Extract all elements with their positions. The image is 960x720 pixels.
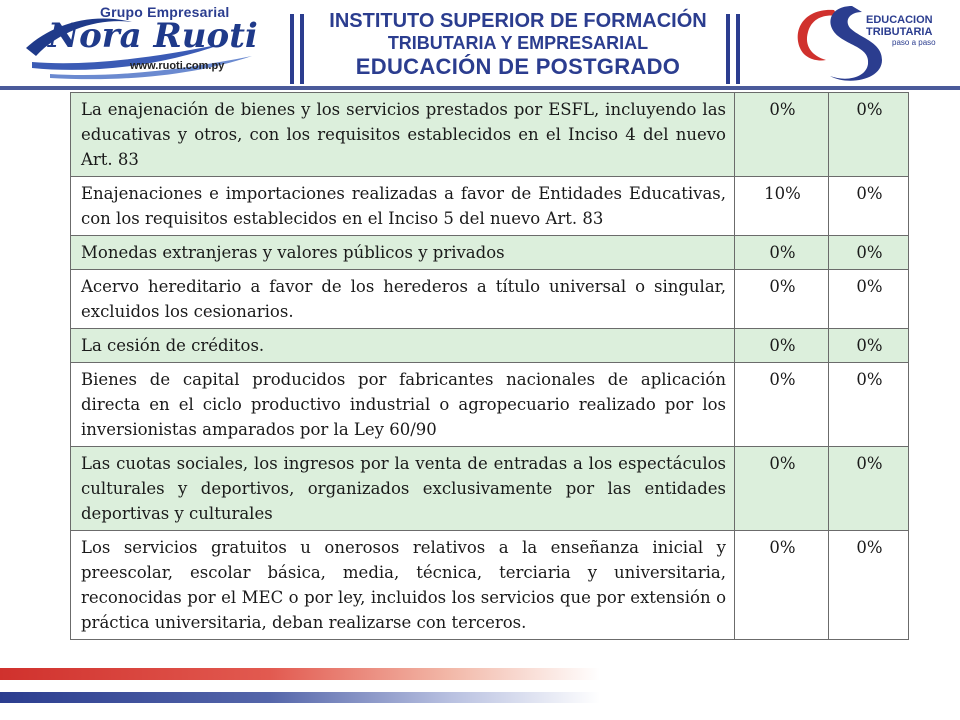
row-rate-2: 0%: [829, 270, 909, 329]
right-logo-tagline: paso a paso: [892, 38, 936, 47]
logo-group-text: Grupo Empresarial: [100, 4, 230, 20]
logo-brand-text: Nora Ruoti: [48, 16, 258, 56]
title-line-3: EDUCACIÓN DE POSTGRADO: [355, 54, 681, 79]
title-line-2: TRIBUTARIA Y EMPRESARIAL: [387, 33, 649, 53]
right-logo-line-1: EDUCACION: [866, 14, 933, 26]
row-description: Monedas extranjeras y valores públicos y privados: [71, 236, 735, 270]
row-description: La enajenación de bienes y los servicios prestados por ESFL, incluyendo las educativas y otros, con los requisitos establecidos en el Inciso 4 del nuevo Art. 83: [71, 93, 735, 177]
row-rate-2: 0%: [829, 329, 909, 363]
institute-title: [312, 10, 724, 80]
slide-header: [0, 0, 960, 90]
right-logo-text: [866, 14, 933, 38]
row-description: Bienes de capital producidos por fabricantes nacionales de aplicación directa en el ciclo productivo industrial o agropecuario realizado por los inversionistas amparados por la Ley 60/90: [71, 363, 735, 447]
table-row: [71, 270, 909, 329]
row-description: Enajenaciones e importaciones realizadas a favor de Entidades Educativas, con los requisitos establecidos en el Inciso 5 del nuevo Art. 83: [71, 177, 735, 236]
row-rate-2: 0%: [829, 236, 909, 270]
row-rate-2: 0%: [829, 531, 909, 640]
row-rate-1: 0%: [735, 93, 829, 177]
row-description: Las cuotas sociales, los ingresos por la venta de entradas a los espectáculos culturales y deportivos, organizados exclusivamente por las entidades deportivas y culturales: [71, 447, 735, 531]
row-rate-1: 0%: [735, 447, 829, 531]
row-rate-1: 10%: [735, 177, 829, 236]
title-line-1: INSTITUTO SUPERIOR DE FORMACIÓN: [329, 10, 707, 32]
tax-rates-table-container: [70, 92, 908, 640]
row-rate-2: 0%: [829, 93, 909, 177]
header-divider-line: [0, 86, 960, 90]
footer-blue-stripe: [0, 692, 600, 703]
footer-red-stripe: [0, 668, 600, 680]
table-row: [71, 236, 909, 270]
table-row: [71, 329, 909, 363]
row-rate-2: 0%: [829, 363, 909, 447]
row-rate-1: 0%: [735, 329, 829, 363]
table-row: [71, 93, 909, 177]
row-rate-1: 0%: [735, 236, 829, 270]
tax-rates-table: [70, 92, 909, 640]
row-rate-2: 0%: [829, 447, 909, 531]
row-rate-2: 0%: [829, 177, 909, 236]
row-rate-1: 0%: [735, 363, 829, 447]
table-row: [71, 447, 909, 531]
table-row: [71, 363, 909, 447]
table-row: [71, 531, 909, 640]
right-logo-line-2: TRIBUTARIA: [866, 26, 933, 38]
table-row: [71, 177, 909, 236]
table-body: [71, 93, 909, 640]
row-rate-1: 0%: [735, 531, 829, 640]
logo-url-text: www.ruoti.com.py: [130, 60, 225, 72]
row-description: Acervo hereditario a favor de los herederos a título universal o singular, excluidos los cesionarios.: [71, 270, 735, 329]
row-description: La cesión de créditos.: [71, 329, 735, 363]
row-description: Los servicios gratuitos u onerosos relativos a la enseñanza inicial y preescolar, escolar básica, media, técnica, terciaria y universitaria, reconocidas por el MEC o por ley, incluidos los servicios que por extensión o práctica universitaria, deban realizarse con terceros.: [71, 531, 735, 640]
row-rate-1: 0%: [735, 270, 829, 329]
